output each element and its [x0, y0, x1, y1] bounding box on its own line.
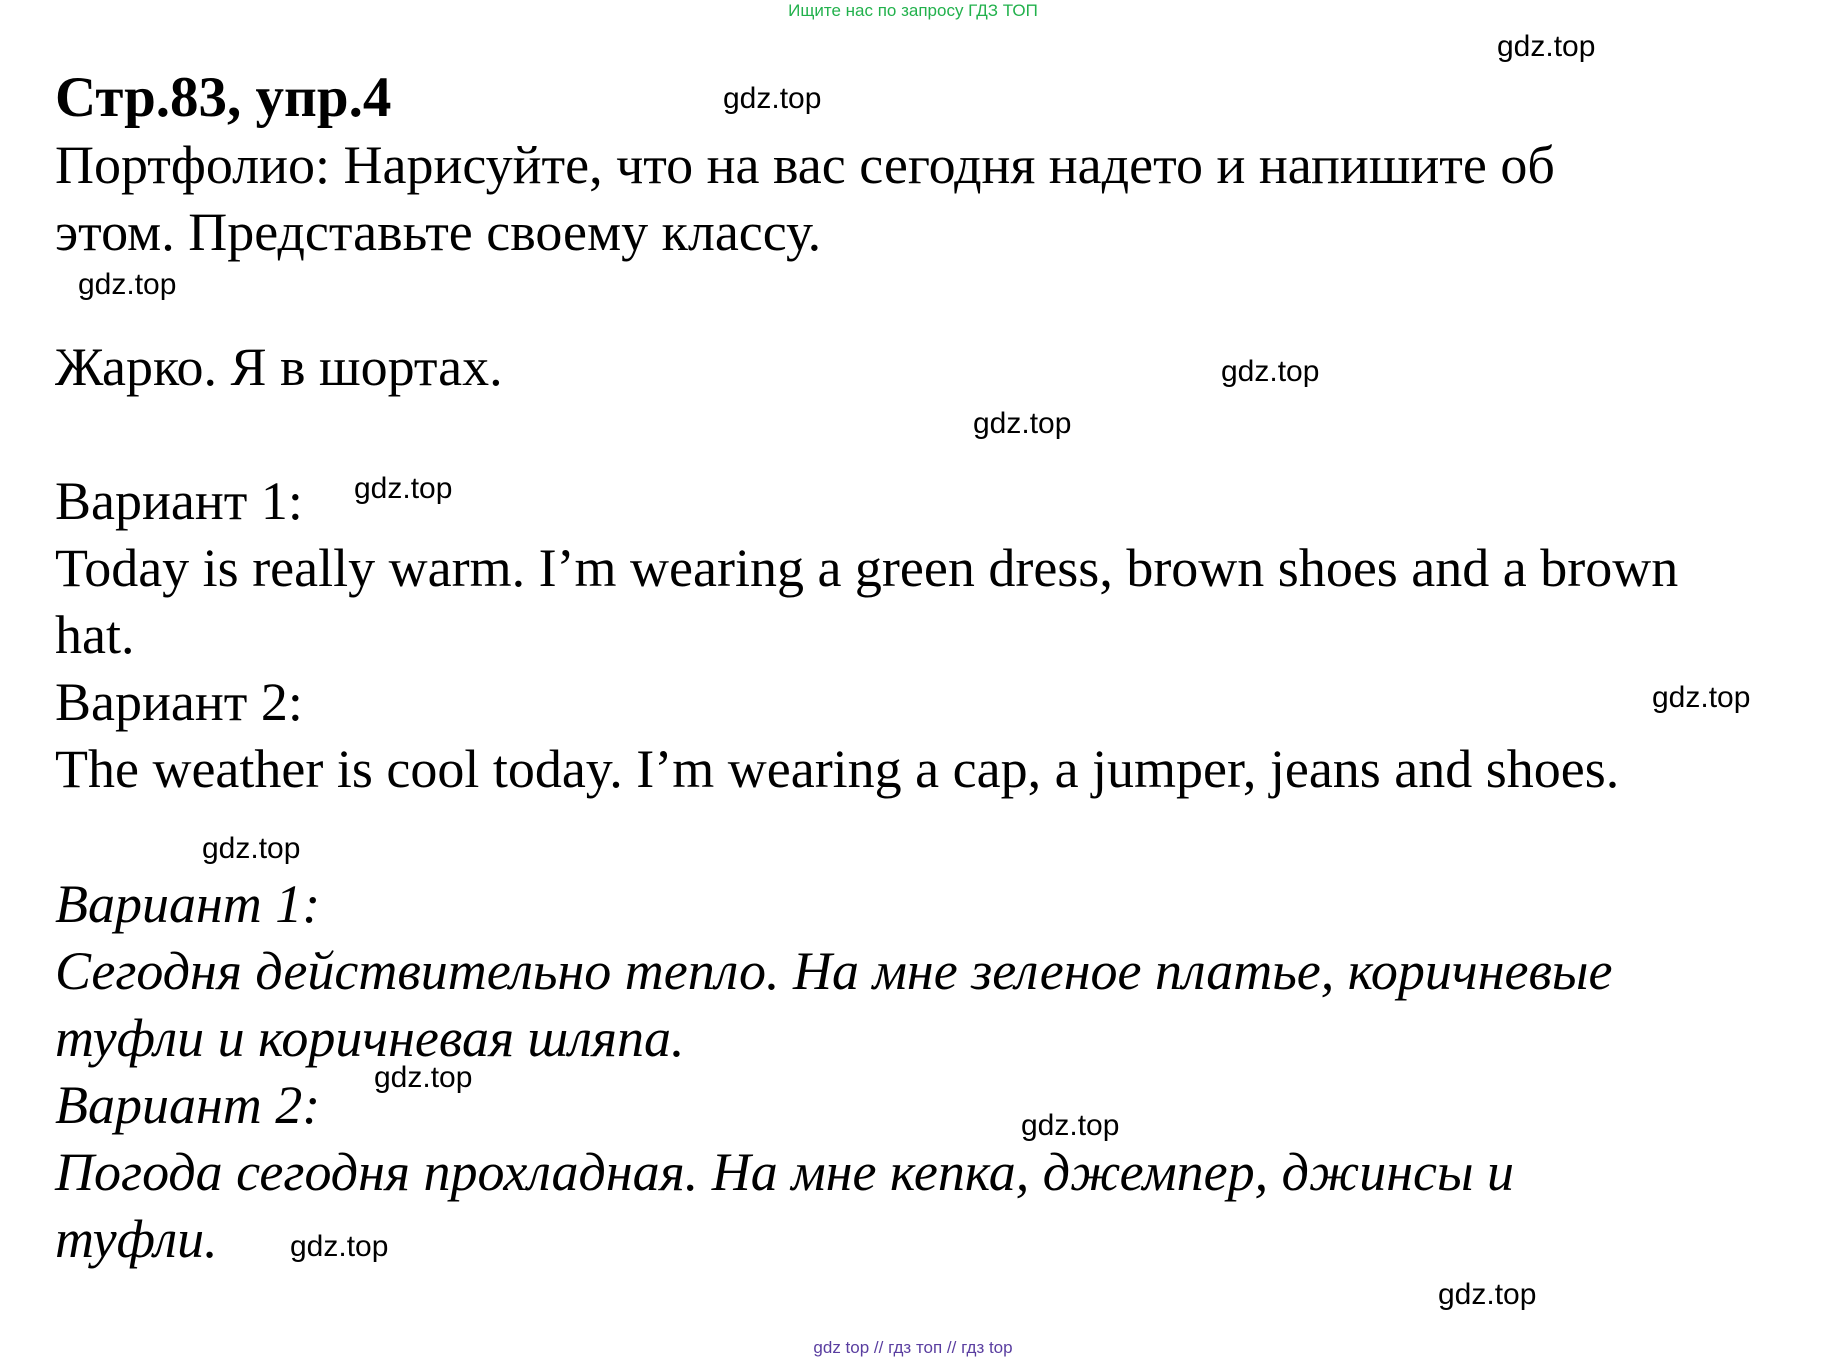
task-line-1: Портфолио: Нарисуйте, что на вас сегодня надето и напишите об [55, 135, 1555, 195]
watermark: gdz.top [78, 268, 177, 301]
watermark: gdz.top [290, 1230, 389, 1263]
watermark: gdz.top [723, 82, 822, 115]
watermark: gdz.top [1497, 30, 1596, 63]
page-title: Стр.83, упр.4 [55, 66, 392, 129]
translation-variant-2-line-2: туфли. [55, 1209, 218, 1269]
watermark: gdz.top [1652, 681, 1751, 714]
english-variant-2-label: Вариант 2: [55, 672, 303, 732]
watermark: gdz.top [1021, 1109, 1120, 1142]
translation-variant-2-label: Вариант 2: [55, 1075, 321, 1135]
watermark: gdz.top [1438, 1278, 1537, 1311]
translation-variant-1-line-2: туфли и коричневая шляпа. [55, 1008, 685, 1068]
watermark: gdz.top [202, 832, 301, 865]
footer-links: gdz top // гдз топ // гдз top [813, 1338, 1013, 1357]
top-banner: Ищите нас по запросу ГДЗ ТОП [788, 1, 1038, 20]
task-line-2: этом. Представьте своему классу. [55, 202, 822, 262]
english-variant-2-line-1: The weather is cool today. I’m wearing a cap, a jumper, jeans and shoes. [55, 739, 1620, 799]
watermark: gdz.top [374, 1061, 473, 1094]
example-sentence: Жарко. Я в шортах. [55, 337, 503, 397]
watermark: gdz.top [973, 407, 1072, 440]
watermark: gdz.top [1221, 355, 1320, 388]
translation-variant-2-line-1: Погода сегодня прохладная. На мне кепка, джемпер, джинсы и [55, 1142, 1515, 1202]
english-variant-1-line-1: Today is really warm. I’m wearing a green dress, brown shoes and a brown [55, 538, 1679, 598]
english-variant-1-line-2: hat. [55, 605, 135, 665]
translation-variant-1-label: Вариант 1: [55, 874, 321, 934]
translation-variant-1-line-1: Сегодня действительно тепло. На мне зеленое платье, коричневые [55, 941, 1613, 1001]
watermark: gdz.top [354, 472, 453, 505]
english-variant-1-label: Вариант 1: [55, 471, 303, 531]
